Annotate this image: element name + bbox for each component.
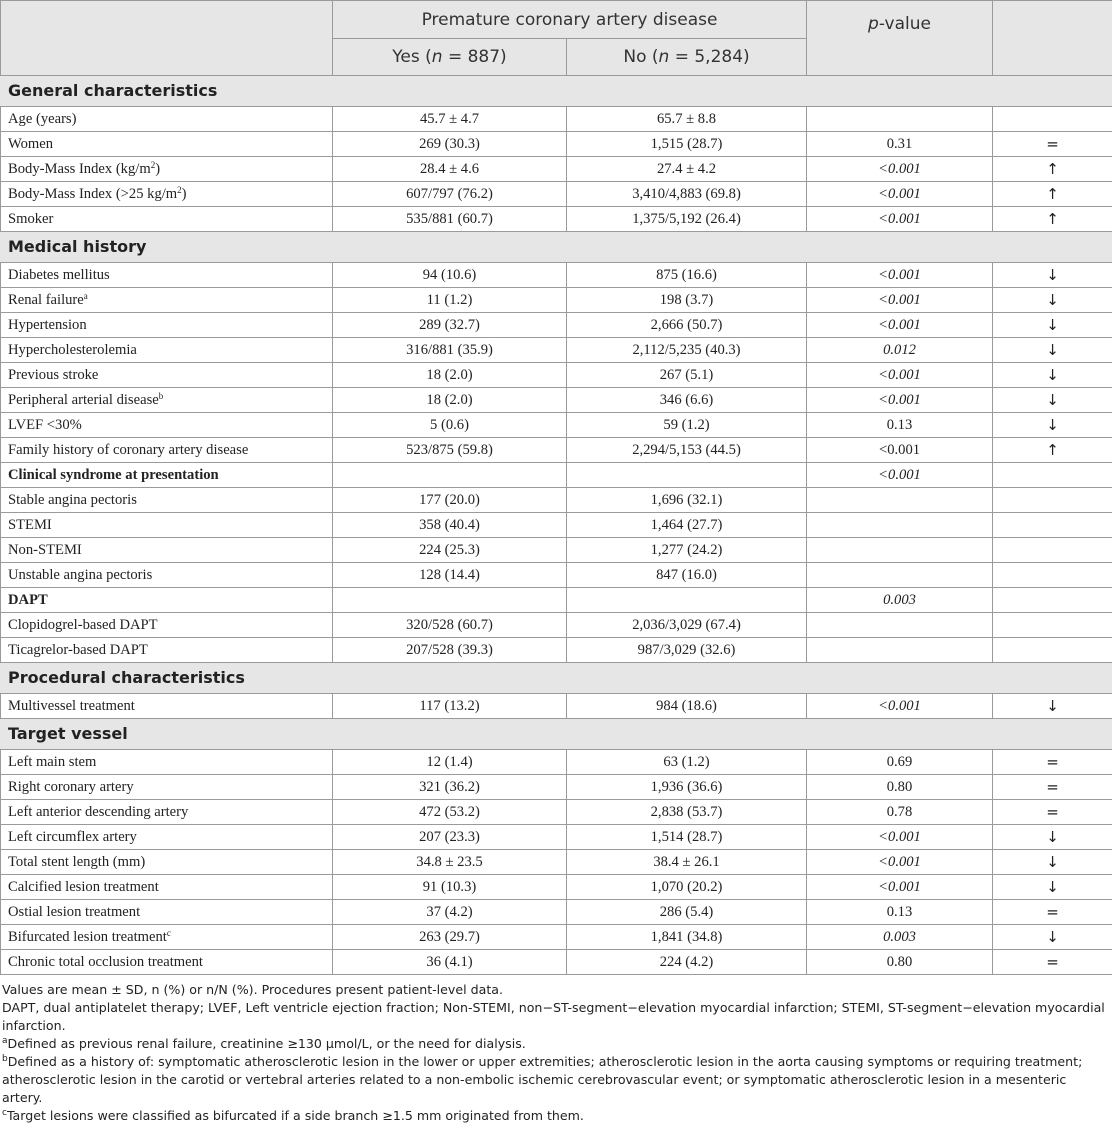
row-label	[1, 313, 333, 338]
p-value: 0.012	[807, 338, 993, 363]
row-label	[1, 800, 333, 825]
row-label-text: Body-Mass Index (kg/m	[8, 161, 151, 177]
p-value: 0.31	[807, 132, 993, 157]
footnote-c-mark: c	[2, 1108, 7, 1118]
row-label	[1, 157, 333, 182]
footnote-c-text: Target lesions were classified as bifurcated if a side branch ≥1.5 mm originated from them.	[6, 1108, 584, 1123]
row-label	[1, 438, 333, 463]
direction-arrow: ↑	[993, 182, 1112, 207]
section-title: Target vessel	[1, 719, 1112, 750]
no-value: 346 (6.6)	[567, 388, 807, 413]
table-row	[1, 107, 1112, 132]
row-label	[1, 638, 333, 663]
table-row	[1, 588, 1112, 613]
direction-arrow: ↓	[993, 263, 1112, 288]
row-label-text: Non-STEMI	[8, 542, 82, 558]
row-label-text: Clinical syndrome at presentation	[8, 467, 219, 483]
direction-arrow: ↓	[993, 850, 1112, 875]
row-label-text: Right coronary artery	[8, 779, 134, 795]
no-value: 2,036/3,029 (67.4)	[567, 613, 807, 638]
no-value: 2,838 (53.7)	[567, 800, 807, 825]
section-title: Procedural characteristics	[1, 663, 1112, 694]
direction-arrow: ↓	[993, 338, 1112, 363]
row-label	[1, 875, 333, 900]
p-value	[807, 513, 993, 538]
row-label-superscript: b	[158, 391, 164, 401]
row-label-superscript: c	[166, 928, 171, 938]
yes-value: 34.8 ± 23.5	[333, 850, 567, 875]
p-value: <0.001	[807, 694, 993, 719]
row-label-text: Renal failure	[8, 292, 84, 308]
yes-value	[333, 463, 567, 488]
no-count: = 5,284)	[669, 47, 750, 67]
table-row	[1, 363, 1112, 388]
yes-n: n	[431, 47, 443, 67]
row-label	[1, 413, 333, 438]
row-label	[1, 775, 333, 800]
row-label-superscript: 2	[177, 185, 182, 195]
table-row	[1, 563, 1112, 588]
direction-arrow	[993, 107, 1112, 132]
yes-value: 11 (1.2)	[333, 288, 567, 313]
table-row	[1, 950, 1112, 975]
no-value: 1,514 (28.7)	[567, 825, 807, 850]
row-label-text: Age (years)	[8, 111, 77, 127]
row-label-text: Previous stroke	[8, 367, 99, 383]
no-value: 984 (18.6)	[567, 694, 807, 719]
direction-arrow: =	[993, 750, 1112, 775]
section-header-row	[1, 663, 1112, 694]
pvalue-rest: -value	[878, 14, 931, 34]
yes-value: 5 (0.6)	[333, 413, 567, 438]
p-value: <0.001	[807, 825, 993, 850]
direction-arrow: =	[993, 800, 1112, 825]
no-value: 63 (1.2)	[567, 750, 807, 775]
p-value: 0.78	[807, 800, 993, 825]
yes-value: 320/528 (60.7)	[333, 613, 567, 638]
direction-header	[993, 1, 1112, 76]
p-value	[807, 638, 993, 663]
table-row	[1, 388, 1112, 413]
row-label-superscript: a	[83, 291, 88, 301]
table-row	[1, 613, 1112, 638]
table-row	[1, 825, 1112, 850]
row-label	[1, 750, 333, 775]
row-label	[1, 950, 333, 975]
table-body	[1, 76, 1112, 975]
p-value: <0.001	[807, 288, 993, 313]
pvalue-header	[807, 1, 993, 76]
no-value: 3,410/4,883 (69.8)	[567, 182, 807, 207]
row-label-text: DAPT	[8, 592, 48, 608]
table-row	[1, 288, 1112, 313]
direction-arrow: ↓	[993, 825, 1112, 850]
p-value: <0.001	[807, 182, 993, 207]
yes-value: 207 (23.3)	[333, 825, 567, 850]
direction-arrow: ↑	[993, 438, 1112, 463]
table-row	[1, 438, 1112, 463]
section-header-row	[1, 232, 1112, 263]
yes-value: 207/528 (39.3)	[333, 638, 567, 663]
p-value: 0.80	[807, 775, 993, 800]
table-row	[1, 638, 1112, 663]
p-value: <0.001	[807, 438, 993, 463]
yes-value: 607/797 (76.2)	[333, 182, 567, 207]
yes-value: 321 (36.2)	[333, 775, 567, 800]
group-title: Premature coronary artery disease	[333, 1, 807, 39]
direction-arrow: ↑	[993, 207, 1112, 232]
no-value: 847 (16.0)	[567, 563, 807, 588]
row-label	[1, 488, 333, 513]
p-value: <0.001	[807, 875, 993, 900]
yes-value: 358 (40.4)	[333, 513, 567, 538]
yes-value: 91 (10.3)	[333, 875, 567, 900]
no-value: 286 (5.4)	[567, 900, 807, 925]
yes-value: 289 (32.7)	[333, 313, 567, 338]
yes-value: 177 (20.0)	[333, 488, 567, 513]
p-value: <0.001	[807, 313, 993, 338]
yes-value: 36 (4.1)	[333, 950, 567, 975]
table-row	[1, 132, 1112, 157]
direction-arrow	[993, 488, 1112, 513]
row-label-text: Ostial lesion treatment	[8, 904, 141, 920]
table-row	[1, 925, 1112, 950]
no-value: 1,277 (24.2)	[567, 538, 807, 563]
row-label-text: Unstable angina pectoris	[8, 567, 153, 583]
footnote-b	[2, 1053, 1110, 1107]
table-row	[1, 488, 1112, 513]
no-value: 2,294/5,153 (44.5)	[567, 438, 807, 463]
row-label	[1, 363, 333, 388]
table-row	[1, 775, 1112, 800]
row-label	[1, 288, 333, 313]
yes-count: = 887)	[442, 47, 507, 67]
yes-value: 12 (1.4)	[333, 750, 567, 775]
no-value: 1,936 (36.6)	[567, 775, 807, 800]
row-label-text: Diabetes mellitus	[8, 267, 110, 283]
no-value: 1,375/5,192 (26.4)	[567, 207, 807, 232]
row-label-text: LVEF <30%	[8, 417, 82, 433]
section-header-row	[1, 76, 1112, 107]
row-label-text: Left anterior descending artery	[8, 804, 189, 820]
row-label-text: Multivessel treatment	[8, 698, 135, 714]
row-label	[1, 182, 333, 207]
row-label-text: Calcified lesion treatment	[8, 879, 159, 895]
table-row	[1, 263, 1112, 288]
no-value: 875 (16.6)	[567, 263, 807, 288]
footnote-a-mark: a	[2, 1036, 8, 1046]
no-value: 2,112/5,235 (40.3)	[567, 338, 807, 363]
row-label	[1, 925, 333, 950]
no-column-header	[567, 39, 807, 76]
row-label-text: Peripheral arterial disease	[8, 392, 159, 408]
yes-value: 37 (4.2)	[333, 900, 567, 925]
footnote-values: Values are mean ± SD, n (%) or n/N (%). Procedures present patient-level data.	[2, 982, 504, 997]
yes-value: 28.4 ± 4.6	[333, 157, 567, 182]
direction-arrow: =	[993, 132, 1112, 157]
table-row	[1, 182, 1112, 207]
direction-arrow	[993, 513, 1112, 538]
direction-arrow	[993, 638, 1112, 663]
row-label-text: Hypercholesterolemia	[8, 342, 137, 358]
row-label-text: Women	[8, 136, 54, 152]
direction-arrow: =	[993, 900, 1112, 925]
footnote-abbreviations: DAPT, dual antiplatelet therapy; LVEF, Left ventricle ejection fraction; Non-STEMI, non−ST-segment−elevation myocardial infarction; STEMI, ST-segment−elevation myocardial infarction.	[2, 1000, 1105, 1033]
yes-value: 263 (29.7)	[333, 925, 567, 950]
section-header-row	[1, 719, 1112, 750]
row-label-superscript: 2	[150, 160, 156, 170]
p-value	[807, 488, 993, 513]
row-label	[1, 563, 333, 588]
table-row	[1, 850, 1112, 875]
row-label-text: Clopidogrel-based DAPT	[8, 617, 158, 633]
row-label-text: Body-Mass Index (>25 kg/m	[8, 186, 178, 202]
row-label-text: Hypertension	[8, 317, 87, 333]
no-value: 27.4 ± 4.2	[567, 157, 807, 182]
p-value: <0.001	[807, 850, 993, 875]
row-label	[1, 107, 333, 132]
direction-arrow: ↓	[993, 288, 1112, 313]
footnotes	[0, 975, 1112, 1125]
direction-arrow	[993, 613, 1112, 638]
row-label	[1, 463, 333, 488]
no-value: 2,666 (50.7)	[567, 313, 807, 338]
row-label	[1, 207, 333, 232]
row-label-text: Ticagrelor-based DAPT	[8, 642, 148, 658]
direction-arrow: =	[993, 950, 1112, 975]
direction-arrow	[993, 463, 1112, 488]
footnote-b-text: Defined as a history of: symptomatic atherosclerotic lesion in the lower or upper extremities; atherosclerotic lesion in the aorta causing symptoms or requiring treatment; atherosclerotic lesion in the carotid or vertebral arteries related to a non-embolic ischemic cerebrovascular event; or symptomatic atherosclerotic lesion in a mesenteric artery.	[2, 1054, 1083, 1105]
no-value: 1,070 (20.2)	[567, 875, 807, 900]
table-row	[1, 750, 1112, 775]
table-row	[1, 538, 1112, 563]
p-value: <0.001	[807, 207, 993, 232]
row-label-text: STEMI	[8, 517, 52, 533]
yes-value: 523/875 (59.8)	[333, 438, 567, 463]
footnote-a	[2, 1035, 1110, 1053]
direction-arrow: =	[993, 775, 1112, 800]
p-value	[807, 563, 993, 588]
table-row	[1, 513, 1112, 538]
p-value: <0.001	[807, 463, 993, 488]
p-value: 0.003	[807, 588, 993, 613]
no-value: 65.7 ± 8.8	[567, 107, 807, 132]
row-label	[1, 263, 333, 288]
yes-value: 128 (14.4)	[333, 563, 567, 588]
pvalue-italic-p: p	[868, 14, 879, 34]
direction-arrow: ↑	[993, 157, 1112, 182]
yes-value: 18 (2.0)	[333, 388, 567, 413]
yes-value: 18 (2.0)	[333, 363, 567, 388]
yes-value: 472 (53.2)	[333, 800, 567, 825]
yes-value	[333, 588, 567, 613]
row-label	[1, 513, 333, 538]
no-label: No (	[623, 47, 659, 67]
row-label	[1, 132, 333, 157]
row-label-text: Left circumflex artery	[8, 829, 137, 845]
yes-value: 45.7 ± 4.7	[333, 107, 567, 132]
row-label	[1, 538, 333, 563]
footnote-c	[2, 1107, 1110, 1125]
direction-arrow: ↓	[993, 313, 1112, 338]
direction-arrow: ↓	[993, 363, 1112, 388]
table-row	[1, 207, 1112, 232]
direction-arrow	[993, 538, 1112, 563]
no-value: 38.4 ± 26.1	[567, 850, 807, 875]
p-value: 0.80	[807, 950, 993, 975]
table-row	[1, 694, 1112, 719]
row-label	[1, 613, 333, 638]
table-row	[1, 157, 1112, 182]
row-label	[1, 850, 333, 875]
p-value: <0.001	[807, 363, 993, 388]
table-row	[1, 463, 1112, 488]
p-value	[807, 107, 993, 132]
no-value: 1,464 (27.7)	[567, 513, 807, 538]
row-label	[1, 338, 333, 363]
yes-column-header	[333, 39, 567, 76]
direction-arrow	[993, 588, 1112, 613]
row-label-text: Family history of coronary artery disease	[8, 442, 249, 458]
direction-arrow: ↓	[993, 413, 1112, 438]
yes-value: 224 (25.3)	[333, 538, 567, 563]
row-label-text: Bifurcated lesion treatment	[8, 929, 167, 945]
row-label	[1, 388, 333, 413]
row-label	[1, 900, 333, 925]
direction-arrow: ↓	[993, 388, 1112, 413]
p-value: <0.001	[807, 157, 993, 182]
table-row	[1, 800, 1112, 825]
header-blank-cell	[1, 1, 333, 76]
p-value	[807, 538, 993, 563]
footnote-b-mark: b	[2, 1054, 8, 1064]
no-value: 198 (3.7)	[567, 288, 807, 313]
footnote-a-text: Defined as previous renal failure, creatinine ≥130 µmol/L, or the need for dialysis.	[7, 1036, 526, 1051]
table-row	[1, 900, 1112, 925]
no-value: 1,515 (28.7)	[567, 132, 807, 157]
direction-arrow: ↓	[993, 694, 1112, 719]
no-value: 59 (1.2)	[567, 413, 807, 438]
p-value: 0.003	[807, 925, 993, 950]
section-title: General characteristics	[1, 76, 1112, 107]
p-value: 0.13	[807, 413, 993, 438]
row-label-text: Smoker	[8, 211, 54, 227]
p-value: <0.001	[807, 263, 993, 288]
yes-label: Yes (	[392, 47, 432, 67]
table-row	[1, 413, 1112, 438]
p-value: <0.001	[807, 388, 993, 413]
no-value	[567, 588, 807, 613]
no-value: 1,696 (32.1)	[567, 488, 807, 513]
row-label	[1, 694, 333, 719]
direction-arrow: ↓	[993, 875, 1112, 900]
no-value	[567, 463, 807, 488]
yes-value: 316/881 (35.9)	[333, 338, 567, 363]
no-value: 987/3,029 (32.6)	[567, 638, 807, 663]
direction-arrow	[993, 563, 1112, 588]
direction-arrow: ↓	[993, 925, 1112, 950]
row-label-suffix: )	[181, 186, 187, 202]
table-row	[1, 338, 1112, 363]
row-label-text: Chronic total occlusion treatment	[8, 954, 203, 970]
no-n: n	[658, 47, 670, 67]
row-label-text: Left main stem	[8, 754, 97, 770]
row-label-text: Stable angina pectoris	[8, 492, 137, 508]
no-value: 1,841 (34.8)	[567, 925, 807, 950]
p-value	[807, 613, 993, 638]
yes-value: 535/881 (60.7)	[333, 207, 567, 232]
no-value: 224 (4.2)	[567, 950, 807, 975]
row-label	[1, 588, 333, 613]
yes-value: 94 (10.6)	[333, 263, 567, 288]
yes-value: 269 (30.3)	[333, 132, 567, 157]
p-value: 0.69	[807, 750, 993, 775]
row-label-suffix: )	[155, 161, 161, 177]
p-value: 0.13	[807, 900, 993, 925]
table-row	[1, 875, 1112, 900]
table-header	[1, 1, 1112, 76]
yes-value: 117 (13.2)	[333, 694, 567, 719]
row-label-text: Total stent length (mm)	[8, 854, 146, 870]
table-row	[1, 313, 1112, 338]
section-title: Medical history	[1, 232, 1112, 263]
no-value: 267 (5.1)	[567, 363, 807, 388]
row-label	[1, 825, 333, 850]
